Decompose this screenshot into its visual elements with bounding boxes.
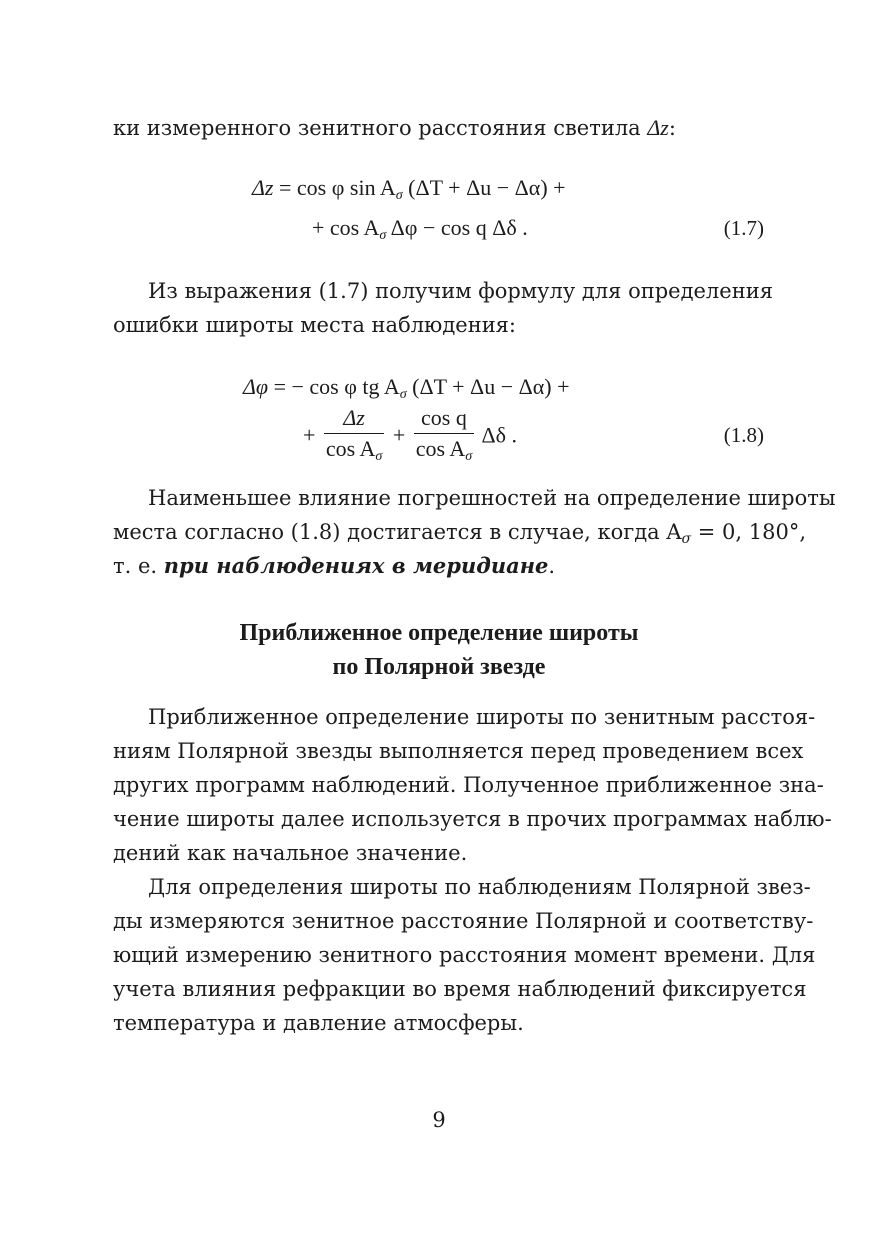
- fraction-denominator: $\cos A_\sigma$: [414, 433, 474, 470]
- paragraph-3-line-3: других программ наблюдений. Полученное приближенное зна-: [113, 773, 824, 797]
- eq-term: Δδ .: [481, 422, 517, 448]
- paragraph-2-line-2: места согласно (1.8) достигается в случае, когда $A_\sigma = 0$, 180°,: [113, 520, 807, 547]
- eq-term: = cos φ sin A: [273, 175, 396, 200]
- equation-number-1-7: (1.7): [723, 216, 764, 240]
- paragraph-1-line-1: Из выражения (1.7) получим формулу для определения: [148, 279, 773, 303]
- paragraph-1-line-2: ошибки широты места наблюдения:: [113, 313, 517, 337]
- paragraph-3-line-2: ниям Полярной звезды выполняется перед проведением всех: [113, 739, 804, 763]
- paragraph-4-line-3: ющий измерению зенитного расстояния момент времени. Для: [113, 943, 816, 967]
- intro-text: ки измеренного зенитного расстояния светила: [113, 116, 648, 140]
- eq-lhs: Δφ: [243, 374, 269, 399]
- plus-sign: +: [303, 422, 316, 448]
- eq-lhs: Δz: [252, 175, 274, 200]
- equation-number-1-8: (1.8): [723, 423, 764, 447]
- eq-term: + cos A: [312, 215, 380, 240]
- paragraph-4-line-4: учета влияния рефракции во время наблюдений фиксируется: [113, 977, 807, 1001]
- eq-term: (ΔT + Δu − Δα) +: [406, 374, 570, 399]
- fraction-dz-over-cosA: [324, 405, 384, 470]
- paragraph-4-line-5: температура и давление атмосферы.: [113, 1011, 524, 1035]
- delta-z-symbol: Δz: [647, 115, 669, 140]
- fraction-denominator: $\cos A_\sigma$: [324, 433, 384, 470]
- equation-1-8-line-2: [303, 405, 517, 470]
- paragraph-3-line-1: Приближенное определение широты по зенитным расстоя-: [148, 705, 816, 729]
- paragraph-2-line-3: т. е. при наблюдениях в меридиане.: [113, 553, 556, 578]
- paragraph-3-line-4: чение широты далее используется в прочих программах наблю-: [113, 807, 832, 831]
- fraction-numerator: cos q: [421, 405, 467, 430]
- plus-sign: +: [392, 422, 406, 448]
- paragraph-4-line-2: ды измеряются зенитное расстояние Полярной и соответству-: [113, 909, 814, 933]
- eq-term: (ΔT + Δu − Δα) +: [402, 175, 566, 200]
- section-heading-line-1: Приближенное определение широты: [239, 620, 639, 646]
- eq-term: Δφ − cos q Δδ .: [386, 215, 528, 240]
- equation-1-7-line-2: [312, 213, 528, 251]
- intro-colon: :: [668, 116, 676, 140]
- paragraph-2-line-1: Наименьшее влияние погрешностей на определение широты: [148, 486, 836, 510]
- page-number: 9: [432, 1108, 446, 1132]
- eq-subscript: σ: [399, 387, 407, 402]
- equation-1-7-line-1: [252, 173, 566, 211]
- section-heading-line-2: по Полярной звезде: [332, 654, 546, 680]
- paragraph-4-line-1: Для определения широты по наблюдениям Полярной звез-: [148, 875, 811, 899]
- eq-subscript: σ: [379, 228, 387, 243]
- eq-subscript: σ: [395, 188, 403, 203]
- eq-term: = − cos φ tg A: [268, 374, 400, 399]
- intro-line: [113, 111, 765, 145]
- fraction-numerator: Δz: [343, 405, 365, 430]
- paragraph-3-line-5: дений как начальное значение.: [113, 841, 468, 865]
- emphasis-meridian: при наблюдениях в меридиане: [163, 553, 549, 578]
- fraction-cosq-over-cosA: [414, 405, 474, 470]
